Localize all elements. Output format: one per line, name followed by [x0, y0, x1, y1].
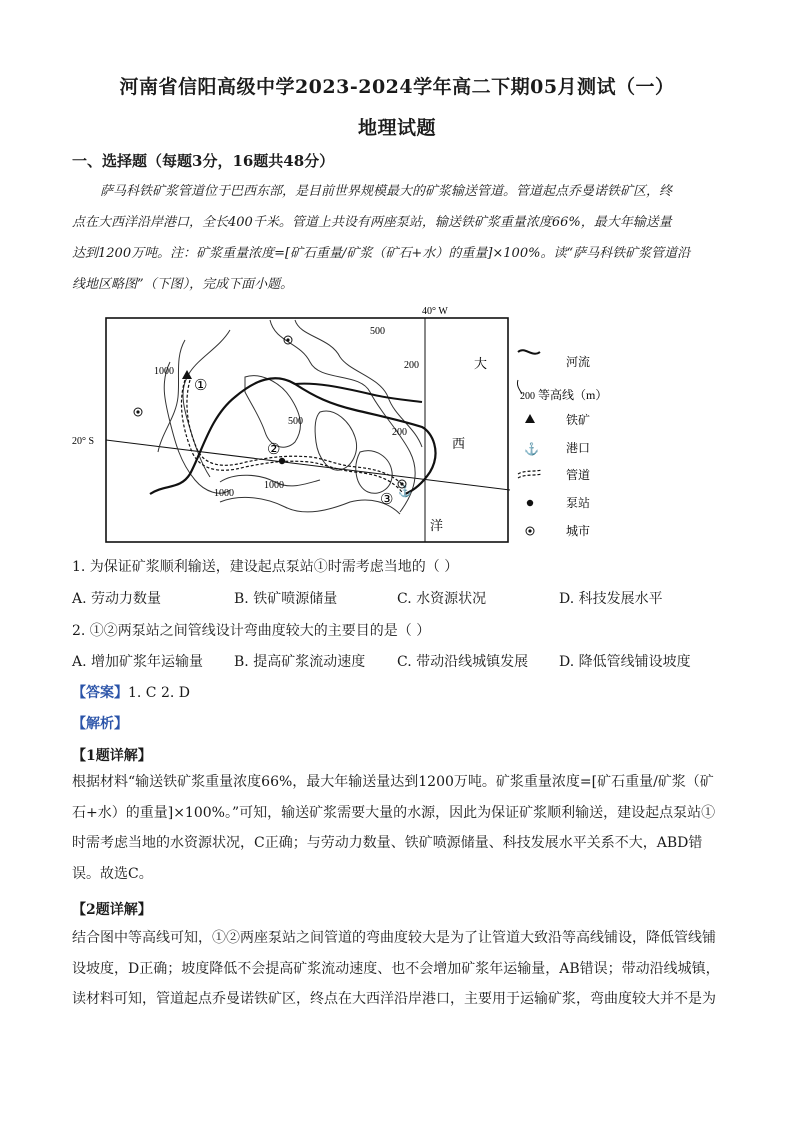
answer-label: 【答案】: [72, 685, 128, 701]
latitude-line: [106, 440, 510, 490]
intro-paragraph: [72, 176, 722, 300]
detail-line: 设坡度，D正确；坡度降低不会提高矿浆流动速度、也不会增加矿浆年运输量，AB错误；带动沿线城镇，: [72, 960, 720, 977]
legend-label: 城市: [566, 524, 591, 538]
option-b: B. 铁矿喷源储量: [234, 591, 338, 607]
page-subtitle: 地理试题: [357, 117, 436, 139]
port-anchor-icon: ⚓: [398, 486, 412, 498]
detail-line: 读材料可知，管道起点乔曼诺铁矿区，终点在大西洋沿岸港口，主要用于运输矿浆，弯曲度较大并不是为: [72, 991, 716, 1007]
detail-line: 结合图中等高线可知，①②两座泵站之间管道的弯曲度较大是为了让管道大致沿等高线铺设，降低管线铺: [72, 930, 716, 946]
legend-label: 泵站: [566, 496, 591, 510]
station-label-1: ①: [194, 378, 208, 394]
legend-label: 管道: [566, 468, 591, 482]
question-1-stem: 1. 为保证矿浆顺利输送，建设起点泵站①时需考虑当地的（ ）: [72, 559, 459, 575]
pipeline-map: [70, 302, 710, 550]
lon-label: 40° W: [422, 306, 448, 317]
contour-label: 500: [288, 416, 303, 427]
answer-line: [72, 682, 190, 702]
legend-label: 港口: [566, 441, 591, 455]
contour-label: 200: [404, 360, 419, 371]
ocean-label: 西: [452, 436, 466, 451]
question-2-stem: 2. ①②两泵站之间管线设计弯曲度较大的主要目的是（ ）: [72, 623, 431, 639]
option-c: C. 带动沿线城镇发展: [397, 654, 529, 670]
iron-mine-icon: [525, 414, 535, 423]
intro-line: 达到1200万吨。注：矿浆重量浓度=[矿石重量/矿浆（矿石+水）的重量]×100%。读“萨马科铁矿浆管道沿: [72, 246, 691, 261]
pump-station-icon: [279, 458, 285, 464]
legend-label: 河流: [566, 355, 591, 369]
intro-line: 萨马科铁矿浆管道位于巴西东部，是目前世界规模最大的矿浆输送管道。管道起点乔曼诺铁矿区，终: [100, 184, 673, 199]
map-svg: [70, 302, 710, 550]
detail-2-label: 【2题详解】: [72, 902, 152, 918]
contour-label: 200: [392, 427, 407, 438]
river-tributary: [295, 384, 422, 402]
option-b: B. 提高矿浆流动速度: [234, 654, 366, 670]
section-heading: 一、选择题（每题3分，16题共48分）: [72, 152, 335, 170]
pipeline-icon: [518, 470, 542, 478]
contour-label: 1000: [214, 488, 234, 499]
page-title: 河南省信阳高级中学2023-2024学年高二下期05月测试（一）: [119, 76, 675, 98]
option-d: D. 降低管线铺设坡度: [559, 654, 691, 670]
legend-contour-value: 200: [520, 391, 535, 402]
contour-label: 1000: [264, 480, 284, 491]
city-icon: [526, 527, 534, 535]
option-c: C. 水资源状况: [397, 591, 487, 607]
station-label-3: ③: [380, 492, 394, 508]
detail-1-text: [72, 767, 722, 889]
contour-label: 1000: [154, 366, 174, 377]
detail-line: 误。故选C。: [72, 865, 153, 882]
answer-text: 1. C 2. D: [128, 685, 191, 701]
detail-line: 石+水）的重量]×100%。”可知，输送矿浆需要大量的水源，因此为保证矿浆顺利输送，建设起点泵站①: [72, 804, 716, 821]
detail-line: 根据材料“输送铁矿浆重量浓度66%，最大年输送量达到1200万吨。矿浆重量浓度=[矿石重量/矿浆（矿: [72, 774, 714, 790]
intro-line: 点在大西洋沿岸港口，全长400千米。管道上共设有两座泵站，输送铁矿浆重量浓度66%，最大年输送量: [72, 215, 672, 230]
detail-2-text: [72, 923, 722, 1015]
detail-1-label: 【1题详解】: [72, 748, 152, 764]
legend-label: 铁矿: [566, 413, 591, 427]
contour-label: 500: [370, 326, 385, 337]
ocean-label: 大: [474, 356, 488, 371]
river-icon: [518, 350, 540, 353]
legend-label: 等高线（m）: [538, 388, 608, 402]
option-a: A. 增加矿浆年运输量: [72, 654, 204, 670]
map-legend: [517, 350, 607, 538]
pump-station-icon: [527, 500, 533, 506]
lat-label: 20° S: [72, 436, 95, 447]
analysis-label: 【解析】: [72, 716, 128, 732]
station-label-2: ②: [267, 442, 281, 458]
city-icon: [134, 408, 142, 416]
option-a: A. 劳动力数量: [72, 591, 162, 607]
port-anchor-icon: ⚓: [524, 442, 539, 456]
detail-line: 时需考虑当地的水资源状况，C正确；与劳动力数量、铁矿喷源储量、科技发展水平关系不大，ABD错: [72, 835, 703, 851]
intro-line: 线地区略图”（下图），完成下面小题。: [72, 277, 294, 292]
ocean-label: 洋: [430, 518, 444, 533]
option-d: D. 科技发展水平: [559, 591, 663, 607]
